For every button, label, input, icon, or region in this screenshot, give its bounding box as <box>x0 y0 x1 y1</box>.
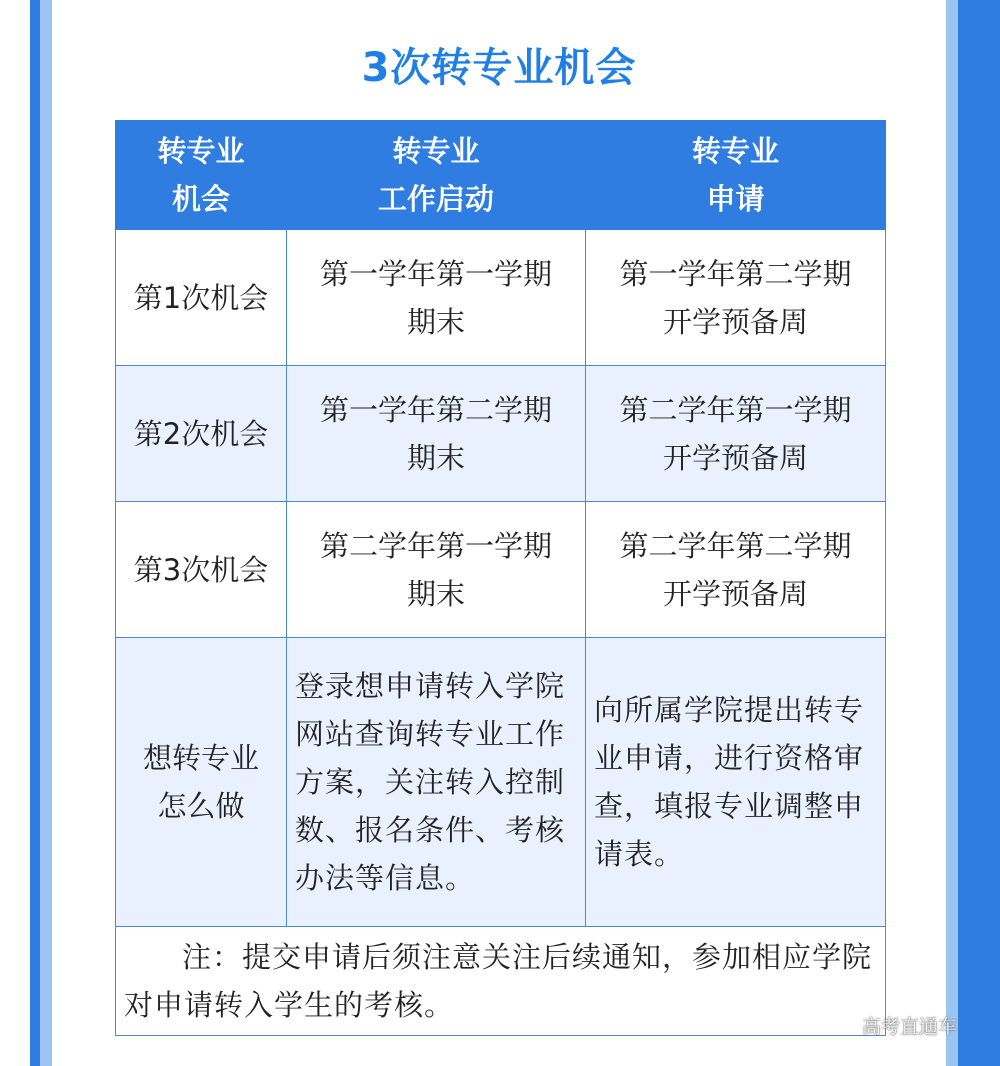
page-title: 3次转专业机会 <box>361 45 637 91</box>
how-to-application: 向所属学院提出转专业申请，进行资格审查，填报专业调整申请表。 <box>586 638 886 927</box>
note-cell <box>116 927 886 1036</box>
how-to-label-line1: 想转专业 <box>142 741 259 775</box>
transfer-plan-table <box>115 120 886 1036</box>
row-label: 第3次机会 <box>116 502 287 638</box>
work-start-cell <box>287 230 586 366</box>
application-cell <box>586 502 886 638</box>
work-start-line1: 第二学年第一学期 <box>319 528 552 563</box>
table-row <box>116 230 886 366</box>
left-decor-bar-light <box>40 0 52 1066</box>
header-work-start <box>287 121 586 230</box>
left-decor-bar-dark <box>30 0 40 1066</box>
note-text: 注：提交申请后须注意关注后续通知，参加相应学院对申请转入学生的考核。 <box>124 940 873 1022</box>
work-start-line1: 第一学年第二学期 <box>319 392 552 427</box>
header-application-line1: 转专业 <box>691 134 779 168</box>
how-to-label <box>116 638 287 927</box>
application-line1: 第二学年第一学期 <box>619 392 852 427</box>
how-to-label-line2: 怎么做 <box>157 789 245 823</box>
right-decor-bar-light <box>946 0 958 1066</box>
application-line1: 第一学年第二学期 <box>619 256 852 291</box>
row-label: 第1次机会 <box>116 230 287 366</box>
watermark: 高考直通车 <box>862 1016 958 1038</box>
left-decor-border <box>0 0 30 1066</box>
header-application-line2: 申请 <box>706 182 765 216</box>
application-cell <box>586 366 886 502</box>
work-start-cell <box>287 366 586 502</box>
work-start-cell <box>287 502 586 638</box>
header-work-start-line1: 转专业 <box>392 134 480 168</box>
application-line2: 开学预备周 <box>662 440 808 475</box>
how-to-work-start: 登录想申请转入学院网站查询转专业工作方案，关注转入控制数、报名条件、考核办法等信息。 <box>287 638 586 927</box>
work-start-line2: 期末 <box>406 576 465 611</box>
application-cell <box>586 230 886 366</box>
row-label: 第2次机会 <box>116 366 287 502</box>
header-work-start-line2: 工作启动 <box>377 182 494 216</box>
header-opportunity <box>116 121 287 230</box>
application-line2: 开学预备周 <box>662 304 808 339</box>
work-start-line2: 期末 <box>406 304 465 339</box>
application-line1: 第二学年第二学期 <box>619 528 852 563</box>
table-header-row <box>116 121 886 230</box>
header-opportunity-line2: 机会 <box>171 182 230 216</box>
header-opportunity-line1: 转专业 <box>157 134 245 168</box>
right-decor-bar-dark <box>958 0 1000 1066</box>
table-row <box>116 366 886 502</box>
table-row <box>116 502 886 638</box>
work-start-line2: 期末 <box>406 440 465 475</box>
work-start-line1: 第一学年第一学期 <box>319 256 552 291</box>
how-to-row <box>116 638 886 927</box>
note-row <box>116 927 886 1036</box>
application-line2: 开学预备周 <box>662 576 808 611</box>
header-application <box>586 121 886 230</box>
